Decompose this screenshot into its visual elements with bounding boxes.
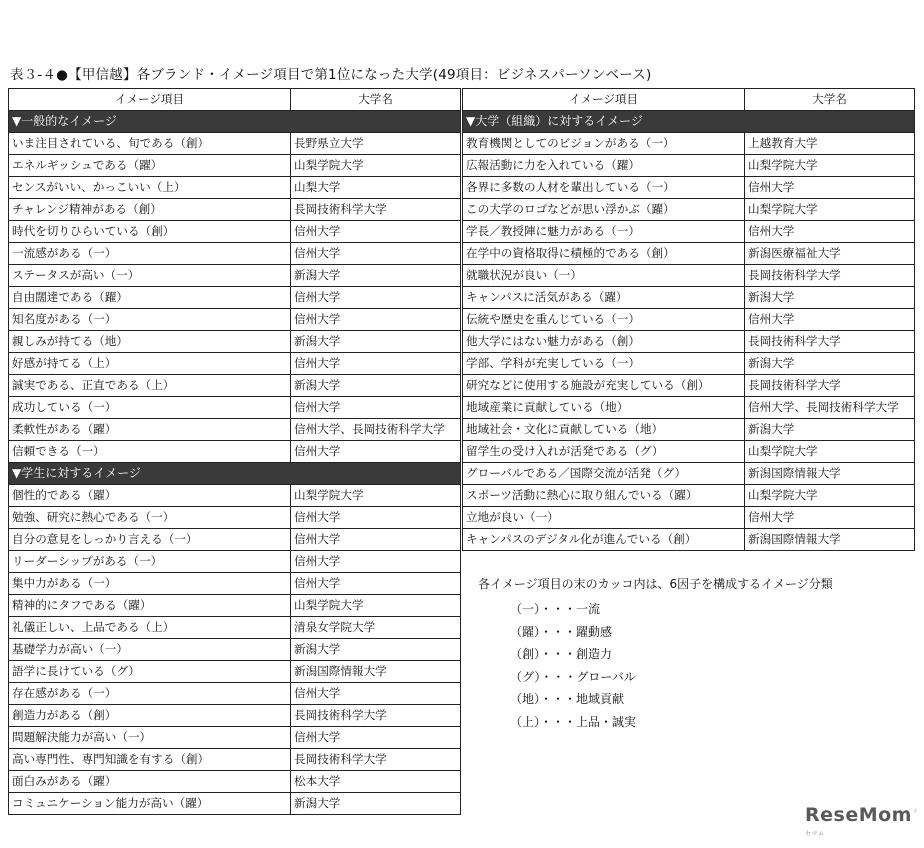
university-cell: 山梨学院大学 — [291, 155, 461, 177]
logo-tm: リセマム — [805, 808, 919, 838]
resemom-logo — [805, 804, 924, 848]
section-row — [9, 463, 461, 485]
image-item-cell: 留学生の受け入れが活発である（グ） — [463, 441, 745, 463]
image-item-cell: 地域社会・文化に貢献している（地） — [463, 419, 745, 441]
table-row — [463, 309, 915, 331]
image-item-cell: リーダーシップがある（一） — [9, 551, 291, 573]
table-row — [9, 375, 461, 397]
university-cell: 信州大学 — [291, 309, 461, 331]
image-item-cell: 一流感がある（一） — [9, 243, 291, 265]
university-cell: 長岡技術科学大学 — [745, 331, 915, 353]
university-cell: 信州大学 — [291, 683, 461, 705]
table-row — [9, 331, 461, 353]
image-item-cell: いま注目されている、旬である（創） — [9, 133, 291, 155]
university-cell: 信州大学 — [745, 507, 915, 529]
table-row — [9, 771, 461, 793]
image-item-cell: 精神的にタフである（躍） — [9, 595, 291, 617]
university-cell: 清泉女学院大学 — [291, 617, 461, 639]
table-row — [463, 485, 915, 507]
image-item-cell: 語学に長けている（グ） — [9, 661, 291, 683]
table-row — [463, 155, 915, 177]
image-item-cell: 研究などに使用する施設が充実している（創） — [463, 375, 745, 397]
image-item-cell: グローバルである／国際交流が活発（グ） — [463, 463, 745, 485]
image-item-cell: 伝統や歴史を重んじている（一） — [463, 309, 745, 331]
image-item-cell: 信頼できる（一） — [9, 441, 291, 463]
logo-text: ReseMom — [805, 804, 912, 826]
image-item-cell: 面白みがある（躍） — [9, 771, 291, 793]
university-cell: 長岡技術科学大学 — [291, 199, 461, 221]
university-cell: 新潟大学 — [745, 419, 915, 441]
image-item-cell: 礼儀正しい、上品である（上） — [9, 617, 291, 639]
university-cell: 信州大学 — [291, 507, 461, 529]
legend-item: （躍）・・・躍動感 — [510, 624, 613, 639]
university-cell: 新潟国際情報大学 — [745, 463, 915, 485]
table-row — [9, 265, 461, 287]
table-row — [9, 617, 461, 639]
image-item-cell: 勉強、研究に熱心である（一） — [9, 507, 291, 529]
university-cell: 信州大学 — [291, 441, 461, 463]
university-cell: 長野県立大学 — [291, 133, 461, 155]
left-table — [8, 88, 461, 815]
image-item-cell: 立地が良い（一） — [463, 507, 745, 529]
university-cell: 新潟国際情報大学 — [291, 661, 461, 683]
university-cell: 松本大学 — [291, 771, 461, 793]
university-cell: 信州大学 — [291, 221, 461, 243]
header-univ: 大学名 — [291, 89, 461, 111]
table-row — [9, 705, 461, 727]
image-item-cell: 成功している（一） — [9, 397, 291, 419]
university-cell: 信州大学 — [745, 309, 915, 331]
image-item-cell: キャンパスに活気がある（躍） — [463, 287, 745, 309]
university-cell: 山梨学院大学 — [291, 595, 461, 617]
table-row — [463, 221, 915, 243]
university-cell: 新潟大学 — [291, 793, 461, 815]
table-row — [463, 331, 915, 353]
table-row — [9, 353, 461, 375]
university-cell: 長岡技術科学大学 — [291, 749, 461, 771]
image-item-cell: 集中力がある（一） — [9, 573, 291, 595]
university-cell: 新潟大学 — [291, 375, 461, 397]
image-item-cell: 知名度がある（一） — [9, 309, 291, 331]
table-row — [9, 661, 461, 683]
table-row — [463, 441, 915, 463]
university-cell: 信州大学 — [291, 243, 461, 265]
university-cell: 山梨大学 — [291, 177, 461, 199]
table-row — [463, 507, 915, 529]
image-item-cell: 自分の意見をしっかり言える（一） — [9, 529, 291, 551]
image-item-cell: 時代を切りひらいている（創） — [9, 221, 291, 243]
image-item-cell: 各界に多数の人材を輩出している（一） — [463, 177, 745, 199]
table-row — [463, 375, 915, 397]
table-row — [9, 419, 461, 441]
image-item-cell: 広報活動に力を入れている（躍） — [463, 155, 745, 177]
table-row — [463, 287, 915, 309]
university-cell: 上越教育大学 — [745, 133, 915, 155]
university-cell: 信州大学 — [291, 529, 461, 551]
table-row — [9, 155, 461, 177]
legend-item: （上）・・・上品・誠実 — [510, 714, 637, 729]
table-row — [9, 727, 461, 749]
table-row — [463, 177, 915, 199]
image-item-cell: 高い専門性、専門知識を有する（創） — [9, 749, 291, 771]
table-row — [9, 793, 461, 815]
table-row — [9, 177, 461, 199]
table-row — [9, 397, 461, 419]
legend-item: （創）・・・創造力 — [510, 647, 613, 661]
university-cell: 山梨学院大学 — [745, 199, 915, 221]
legend-note: 各イメージ項目の末のカッコ内は、6因子を構成するイメージ分類 — [478, 577, 833, 591]
image-item-cell: 創造力がある（創） — [9, 705, 291, 727]
table-row — [9, 133, 461, 155]
university-cell: 信州大学 — [291, 551, 461, 573]
table-row — [463, 199, 915, 221]
image-item-cell: 問題解決能力が高い（一） — [9, 727, 291, 749]
header-item: イメージ項目 — [463, 89, 745, 111]
table-row — [9, 309, 461, 331]
university-cell: 長岡技術科学大学 — [745, 375, 915, 397]
section-row — [9, 111, 461, 133]
image-item-cell: 学長／教授陣に魅力がある（一） — [463, 221, 745, 243]
university-cell: 新潟医療福祉大学 — [745, 243, 915, 265]
section-label: ▼学生に対するイメージ — [9, 463, 461, 485]
image-item-cell: この大学のロゴなどが思い浮かぶ（躍） — [463, 199, 745, 221]
table-row — [9, 529, 461, 551]
university-cell: 新潟国際情報大学 — [745, 529, 915, 551]
university-cell: 信州大学、長岡技術科学大学 — [291, 419, 461, 441]
header-item: イメージ項目 — [9, 89, 291, 111]
legend-item: （地）・・・地域貢献 — [510, 692, 625, 706]
image-item-cell: スポーツ活動に熱心に取り組んでいる（躍） — [463, 485, 745, 507]
table-row — [9, 441, 461, 463]
university-cell: 信州大学 — [291, 573, 461, 595]
university-cell: 信州大学 — [291, 353, 461, 375]
header-row — [9, 89, 461, 111]
table-title: 表３-４●【甲信越】各ブランド・イメージ項目で第1位になった大学(49項目：ビジネスパーソンベース) — [10, 67, 652, 83]
image-item-cell: 存在感がある（一） — [9, 683, 291, 705]
image-item-cell: 個性的である（躍） — [9, 485, 291, 507]
image-item-cell: エネルギッシュである（躍） — [9, 155, 291, 177]
image-item-cell: 地域産業に貢献している（地） — [463, 397, 745, 419]
legend-item: （グ）・・・グローバル — [510, 669, 636, 684]
table-row — [9, 683, 461, 705]
university-cell: 新潟大学 — [745, 353, 915, 375]
university-cell: 新潟大学 — [291, 265, 461, 287]
university-cell: 長岡技術科学大学 — [291, 705, 461, 727]
table-row — [9, 749, 461, 771]
header-row — [463, 89, 915, 111]
table-row — [9, 639, 461, 661]
image-item-cell: 在学中の資格取得に積極的である（創） — [463, 243, 745, 265]
university-cell: 山梨学院大学 — [745, 155, 915, 177]
table-row — [9, 199, 461, 221]
table-row — [9, 485, 461, 507]
left-table-body — [9, 89, 461, 815]
university-cell: 新潟大学 — [291, 639, 461, 661]
university-cell: 山梨学院大学 — [745, 441, 915, 463]
image-item-cell: 学部、学科が充実している（一） — [463, 353, 745, 375]
table-row — [9, 507, 461, 529]
image-item-cell: センスがいい、かっこいい（上） — [9, 177, 291, 199]
table-row — [9, 287, 461, 309]
image-item-cell: 自由闊達である（躍） — [9, 287, 291, 309]
table-row — [463, 265, 915, 287]
image-item-cell: 好感が持てる（上） — [9, 353, 291, 375]
table-row — [463, 397, 915, 419]
image-item-cell: 誠実である、正直である（上） — [9, 375, 291, 397]
table-row — [9, 221, 461, 243]
university-cell: 新潟大学 — [745, 287, 915, 309]
image-item-cell: 柔軟性がある（躍） — [9, 419, 291, 441]
university-cell: 信州大学 — [745, 221, 915, 243]
university-cell: 長岡技術科学大学 — [745, 265, 915, 287]
legend — [478, 575, 833, 733]
section-label: ▼一般的なイメージ — [9, 111, 461, 133]
table-row — [463, 529, 915, 551]
image-item-cell: 他大学にはない魅力がある（創） — [463, 331, 745, 353]
table-row — [463, 419, 915, 441]
image-item-cell: 基礎学力が高い（一） — [9, 639, 291, 661]
university-cell: 信州大学 — [745, 177, 915, 199]
image-item-cell: 親しみが持てる（地） — [9, 331, 291, 353]
table-row — [463, 243, 915, 265]
university-cell: 山梨学院大学 — [745, 485, 915, 507]
table-row — [9, 243, 461, 265]
table-row — [9, 573, 461, 595]
university-cell: 新潟大学 — [291, 331, 461, 353]
image-item-cell: チャレンジ精神がある（創） — [9, 199, 291, 221]
header-univ: 大学名 — [745, 89, 915, 111]
right-table-body — [463, 89, 915, 551]
image-item-cell: キャンパスのデジタル化が進んでいる（創） — [463, 529, 745, 551]
right-table — [462, 88, 915, 551]
university-cell: 信州大学、長岡技術科学大学 — [745, 397, 915, 419]
university-cell: 山梨学院大学 — [291, 485, 461, 507]
table-row — [463, 353, 915, 375]
section-row — [463, 111, 915, 133]
table-row — [9, 595, 461, 617]
legend-item: （一）・・・一流 — [510, 602, 601, 616]
university-cell: 信州大学 — [291, 287, 461, 309]
table-row — [463, 463, 915, 485]
table-row — [463, 133, 915, 155]
image-item-cell: コミュニケーション能力が高い（躍） — [9, 793, 291, 815]
table-row — [9, 551, 461, 573]
image-item-cell: ステータスが高い（一） — [9, 265, 291, 287]
university-cell: 信州大学 — [291, 397, 461, 419]
image-item-cell: 就職状況が良い（一） — [463, 265, 745, 287]
section-label: ▼大学（組織）に対するイメージ — [463, 111, 915, 133]
university-cell: 信州大学 — [291, 727, 461, 749]
image-item-cell: 教育機関としてのビジョンがある（一） — [463, 133, 745, 155]
